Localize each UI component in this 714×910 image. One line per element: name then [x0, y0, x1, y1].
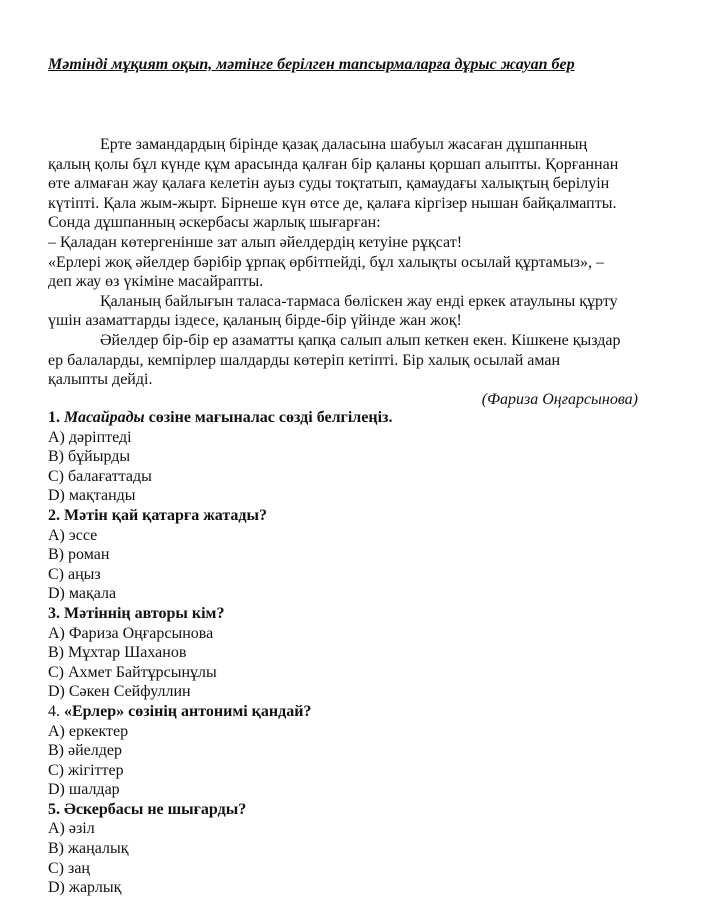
question-number: 2.	[48, 506, 60, 524]
question-prompt	[48, 702, 392, 722]
question-5	[48, 800, 392, 898]
question-prompt	[48, 408, 392, 428]
text-line: деп жау өз үкіміне масайрапты.	[48, 273, 264, 291]
answer-option: C) аңыз	[48, 565, 101, 583]
text-line: Ерте замандардың бірінде қазақ даласына шабуыл жасаған дұшпанның	[100, 136, 588, 153]
answer-option: B) роман	[48, 546, 110, 564]
answer-option: C) заң	[48, 859, 90, 877]
prompt-text: Әскербасы не шығарды?	[60, 800, 247, 818]
answer-option: C) Ахмет Байтұрсынұлы	[48, 663, 217, 681]
question-4	[48, 702, 392, 800]
answer-option: A) Фариза Оңғарсынова	[48, 624, 214, 642]
answer-option: B) әйелдер	[48, 742, 122, 760]
question-number: 5.	[48, 800, 60, 818]
answer-option: B) бұйырды	[48, 448, 131, 466]
text-line: Қаланың байлығын таласа-тармаса бөліскен жау енді еркек атаулыны құрту	[100, 292, 618, 310]
question-prompt	[48, 604, 392, 624]
text-line: үшін азаматтарды іздесе, қаланың бірде-бір үйінде жан жоқ!	[48, 312, 462, 330]
answer-option: A) дәріптеді	[48, 428, 132, 446]
answer-option: B) Мұхтар Шаханов	[48, 644, 187, 662]
questions	[48, 408, 392, 898]
answer-option: A) әзіл	[48, 820, 95, 838]
prompt-text: сөзіне мағыналас сөзді белгілеңіз.	[144, 409, 393, 426]
answer-option: A) эссе	[48, 526, 98, 544]
question-prompt	[48, 506, 392, 526]
text-line: қалыпты дейді.	[48, 371, 153, 389]
answer-option: B) жаңалық	[48, 840, 129, 858]
question-2	[48, 506, 392, 604]
answer-option: D) шалдар	[48, 781, 120, 799]
question-1	[48, 408, 392, 506]
text-line: өте алмаған жау қалаға келетін ауыз суды тоқтатып, қамаудағы халықтың берілуін	[48, 175, 610, 193]
text-line: күтіпті. Қала жым-жырт. Бірнеше күн өтсе де, қалаға кіргізер нышан байқалмапты.	[48, 194, 617, 212]
answer-option: C) балағаттады	[48, 467, 152, 485]
text-line: Сонда дұшпанның әскербасы жарлық шығарған:	[48, 214, 381, 232]
text-line: – Қаладан көтергенінше зат алып әйелдердің кетуіне рұқсат!	[48, 233, 463, 251]
answer-option: D) мақтанды	[48, 487, 136, 505]
answer-option: A) еркектер	[48, 722, 129, 740]
question-3	[48, 604, 392, 702]
answer-option: D) жарлық	[48, 879, 122, 897]
author: (Фариза Оңғарсынова)	[481, 390, 638, 408]
prompt-text: Мәтін қай қатарға жатады?	[60, 506, 268, 524]
answer-option: D) мақала	[48, 585, 117, 603]
answer-option: C) жігіттер	[48, 761, 124, 779]
text-line: ер балаларды, кемпірлер шалдарды көтеріп кетіпті. Бір халық осылай аман	[48, 351, 561, 369]
text-line: қалың қолы бұл күнде құм арасында қалған бір қаланы қоршап алыпты. Қорғаннан	[48, 155, 619, 173]
page-title: Мәтінді мұқият оқып, мәтінге берілген тапсырмаларға дұрыс жауап бер	[48, 56, 575, 73]
prompt-text: «Ерлер» сөзінің антонимі қандай?	[60, 702, 312, 720]
text-line: Әйелдер бір-бір ер азаматты қапқа салып алып кеткен екен. Кішкене қыздар	[100, 331, 621, 349]
reading-text	[48, 135, 688, 409]
question-prompt	[48, 800, 392, 820]
key-word: Масайрады	[64, 409, 145, 426]
answer-option: D) Сәкен Сейфуллин	[48, 683, 191, 701]
text-line: «Ерлері жоқ әйелдер бәрібір ұрпақ өрбітпейді, бұл халықты осылай құртамыз», –	[48, 253, 604, 271]
question-number: 3.	[48, 604, 60, 622]
prompt-text: Мәтіннің авторы кім?	[60, 604, 225, 622]
question-number: 4.	[48, 702, 60, 720]
question-number: 1.	[48, 409, 60, 426]
